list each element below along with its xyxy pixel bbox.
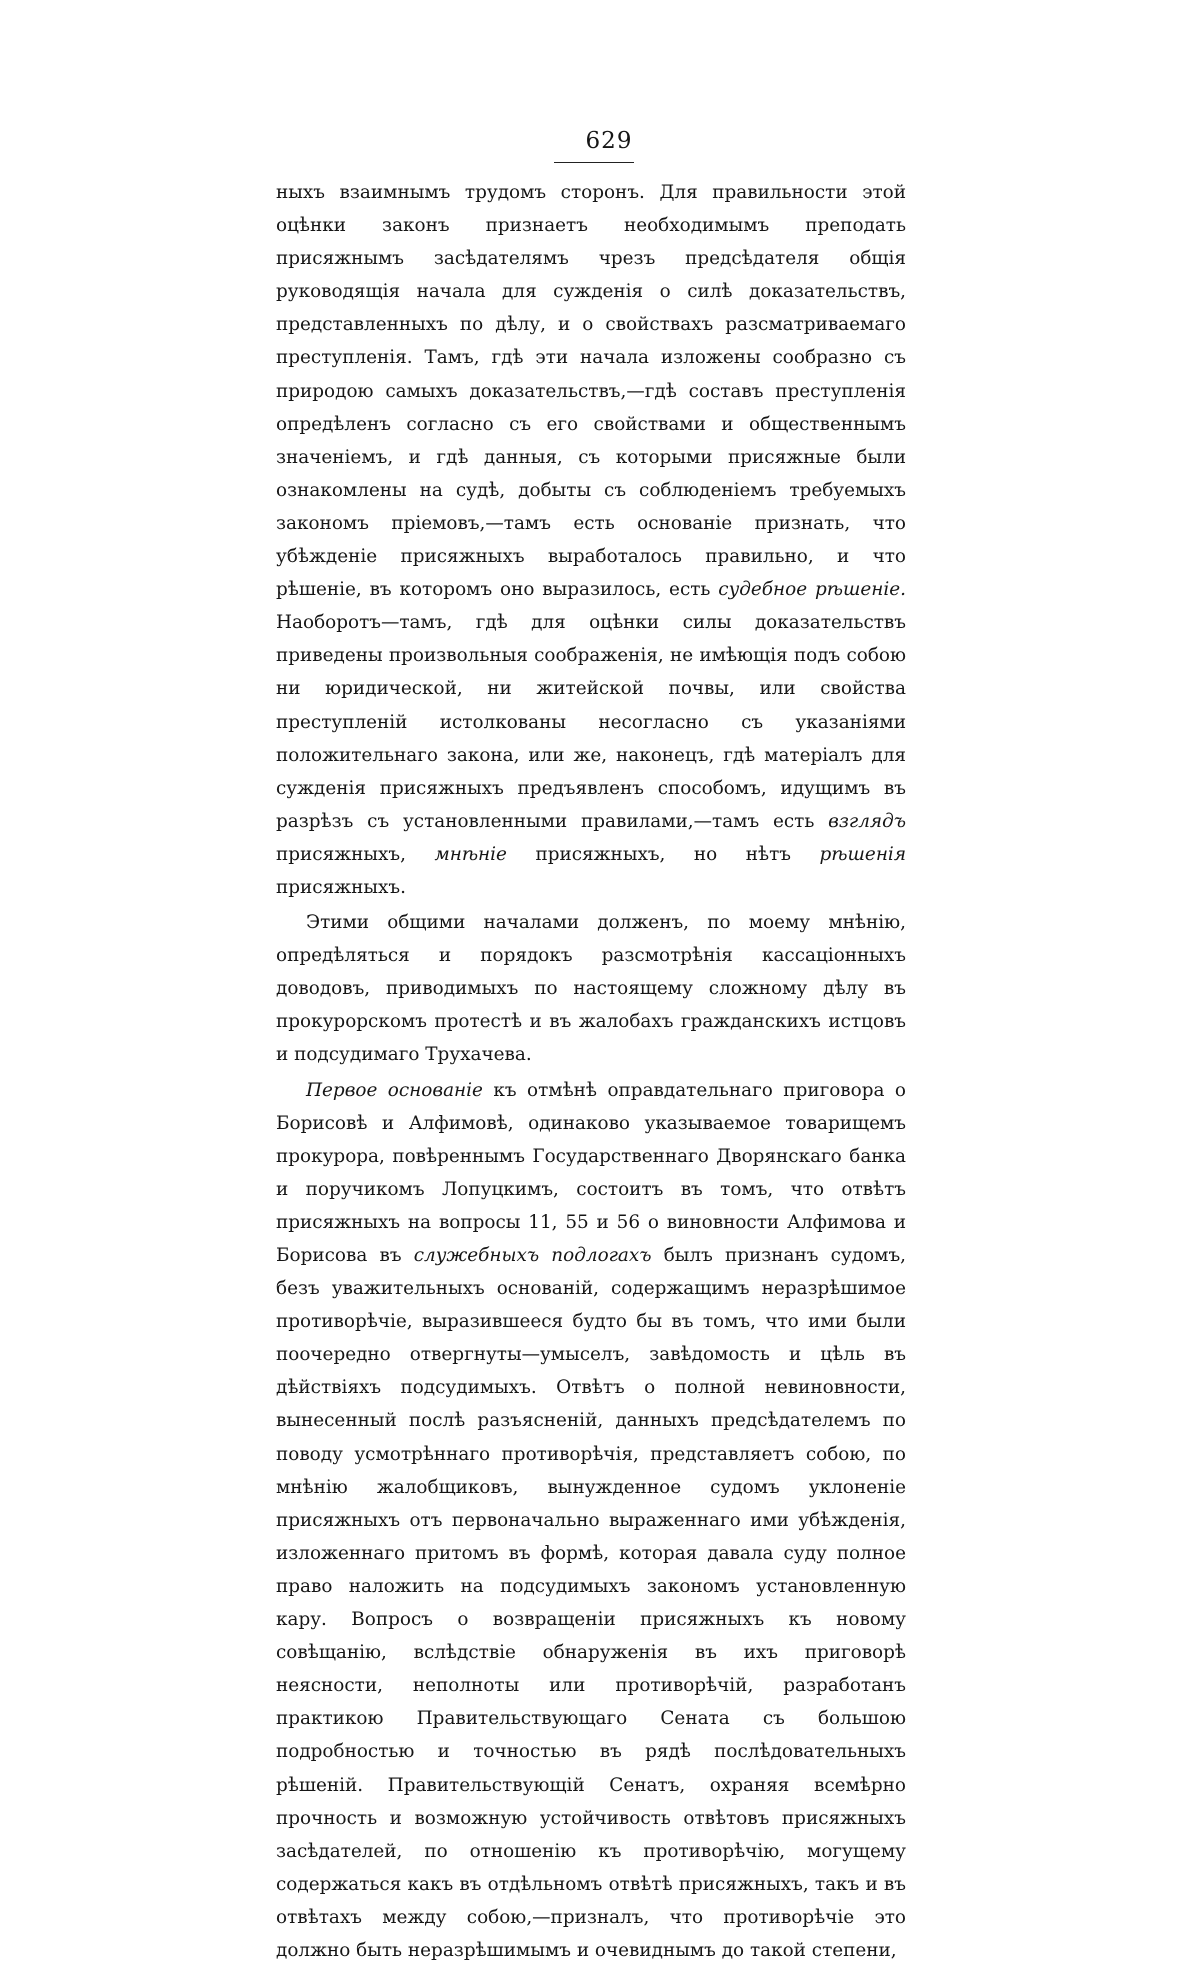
- paragraph-2: [276, 906, 906, 1071]
- text-run: присяжныхъ.: [276, 876, 406, 898]
- text-run: Этими общими началами долженъ, по моему мнѣнію, опредѣляться и порядокъ разсмотрѣнія кассаціонныхъ доводовъ, приводимыхъ по настоящему сложному дѣлу въ прокурорскомъ протестѣ и въ жалобахъ гражданскихъ истцовъ и подсудимаго Трухачева.: [276, 912, 906, 1066]
- italic-phrase: судебное рѣшеніе.: [718, 579, 906, 601]
- italic-phrase: Первое основаніе: [306, 1079, 483, 1101]
- body-text: [276, 176, 906, 1967]
- text-run: присяжныхъ,: [276, 843, 435, 865]
- italic-phrase: рѣшенія: [819, 843, 906, 865]
- page-number-rule: [554, 162, 634, 163]
- paragraph-3: [276, 1074, 906, 1967]
- text-run: ныхъ взаимнымъ трудомъ сторонъ. Для правильности этой оцѣнки законъ признаетъ необходимымъ преподать присяжнымъ засѣдателямъ чрезъ предсѣдателя общія руководящія начала для сужденія о силѣ доказательствъ, представленныхъ по дѣлу, и о свойствахъ разсматриваемаго преступленія. Тамъ, гдѣ эти начала изложены сообразно съ природою самыхъ доказательствъ,—гдѣ составъ преступленія опредѣленъ согласно съ его свойствами и общественнымъ значеніемъ, и гдѣ данныя, съ которыми присяжные были ознакомлены на судѣ, добыты съ соблюденіемъ требуемыхъ закономъ пріемовъ,—тамъ есть основаніе признать, что убѣжденіе присяжныхъ выработалось правильно, и что рѣшеніе, въ которомъ оно выразилось, есть: [276, 182, 906, 601]
- text-run: присяжныхъ, но нѣтъ: [506, 843, 820, 865]
- text-run: былъ признанъ судомъ, безъ уважительныхъ основаній, содержащимъ неразрѣшимое противорѣчіе, выразившееся будто бы въ томъ, что ими были поочередно отвергнуты—умыселъ, завѣдомость и цѣль въ дѣйствіяхъ подсудимыхъ. Отвѣтъ о полной невиновности, вынесенный послѣ разъясненій, данныхъ предсѣдателемъ по поводу усмотрѣннаго противорѣчія, представляетъ собою, по мнѣнію жалобщиковъ, вынужденное судомъ уклоненіе присяжныхъ отъ первоначально выраженнаго ими убѣжденія, изложеннаго притомъ въ формѣ, которая давала суду полное право наложить на подсудимыхъ закономъ установленную кару. Вопросъ о возвращеніи присяжныхъ къ новому совѣщанію, вслѣдствіе обнаруженія въ ихъ приговорѣ неясности, неполноты или противорѣчій, разработанъ практикою Правительствующаго Сената съ большою подробностью и точностью въ рядѣ послѣдовательныхъ рѣшеній. Правительствующій Сенатъ, охраняя всемѣрно прочность и возможную устойчивость отвѣтовъ присяжныхъ засѣдателей, по отношенію къ противорѣчію, могущему содержаться какъ въ отдѣльномъ отвѣтѣ присяжныхъ, такъ и въ отвѣтахъ между собою,—призналъ, что противорѣчіе это должно быть неразрѣшимымъ и очевиднымъ до такой степени,: [276, 1245, 906, 1961]
- paragraph-1: [276, 176, 906, 904]
- text-run: къ отмѣнѣ оправдательнаго приговора о Борисовѣ и Алфимовѣ, одинаково указываемое товарищемъ прокурора, повѣреннымъ Государственнаго Дворянскаго банка и поручикомъ Лопуцкимъ, состоитъ въ томъ, что отвѣтъ присяжныхъ на вопросы 11, 55 и 56 о виновности Алфимова и Борисова въ: [276, 1079, 906, 1266]
- italic-phrase: мнѣніе: [434, 843, 507, 865]
- text-run: Наоборотъ—тамъ, гдѣ для оцѣнки силы доказательствъ приведены произвольныя соображенія, не имѣющія подъ собою ни юридической, ни житейской почвы, или свойства преступленій истолкованы несогласно съ указаніями положительнаго закона, или же, наконецъ, гдѣ матеріалъ для сужденія присяжныхъ предъявленъ способомъ, идущимъ въ разрѣзъ съ установленными правилами,—тамъ есть: [276, 612, 906, 832]
- italic-phrase: служебныхъ подлогахъ: [413, 1245, 652, 1266]
- page-number: 629: [585, 128, 633, 154]
- italic-phrase: взглядъ: [828, 810, 906, 832]
